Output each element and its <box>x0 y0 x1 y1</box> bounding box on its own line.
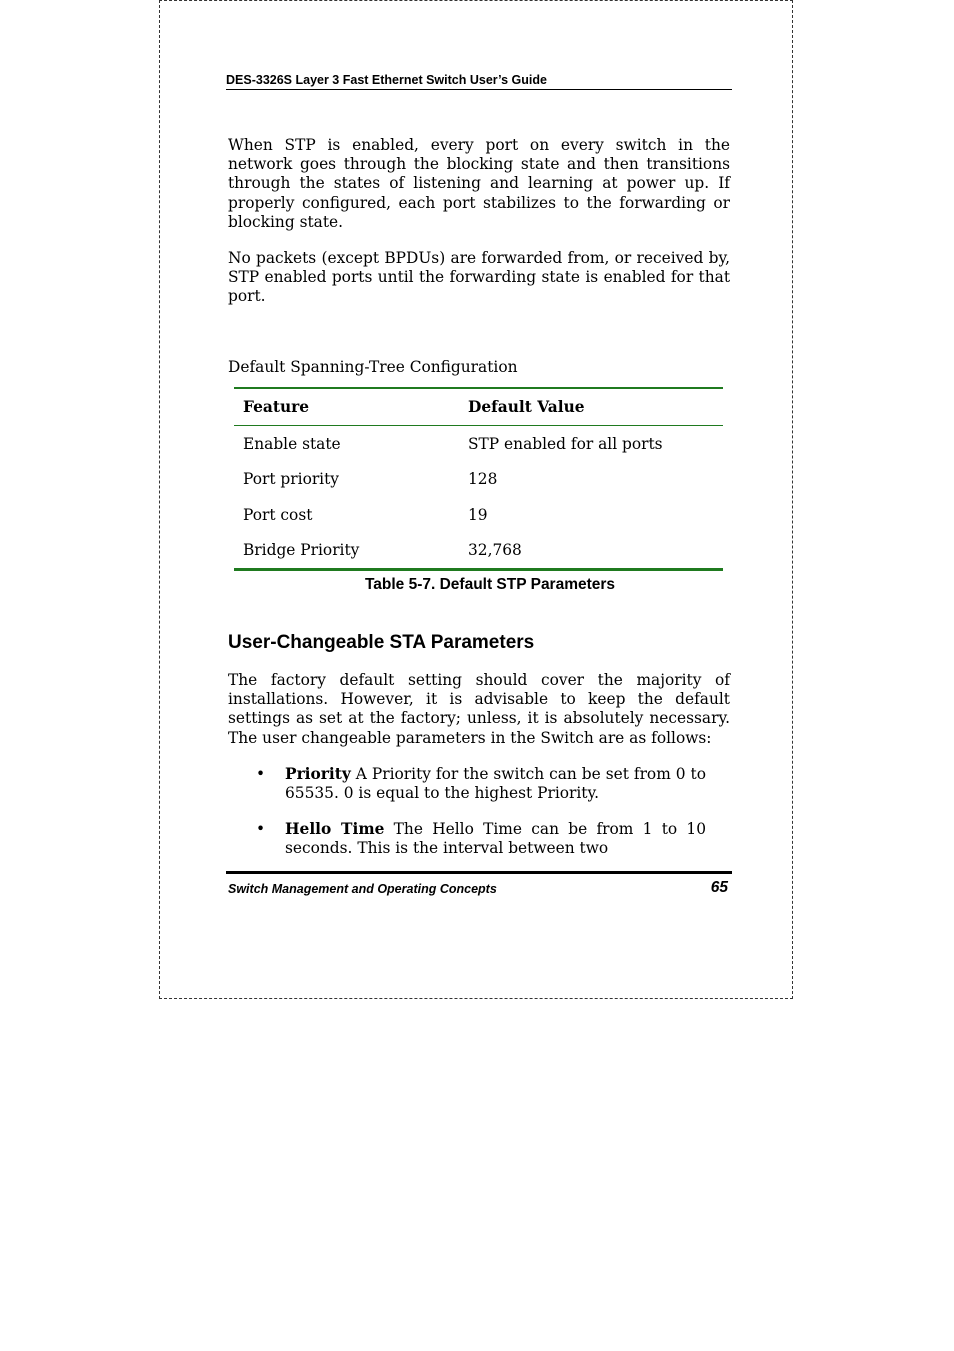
paragraph-stp-enabled: When STP is enabled, every port on every switch in the network goes through the blocking state and then transitions through the states of listening and learning at power up. If properly configured, each port stabilizes to the forwarding or blocking state. <box>228 136 730 231</box>
table-cell-feature: Enable state <box>243 434 341 453</box>
table-row <box>234 462 723 498</box>
bullet-term: Priority <box>285 765 351 783</box>
table-row <box>234 533 723 569</box>
bullet-marker: • <box>256 820 266 838</box>
table-cell-value: STP enabled for all ports <box>468 434 663 453</box>
table-cell-feature: Port priority <box>243 470 339 489</box>
bullet-marker: • <box>256 765 266 783</box>
bullet-description: A Priority for the switch can be set from 0 to 65535. 0 is equal to the highest Priority. <box>285 765 706 803</box>
section-heading: User-Changeable STA Parameters <box>228 632 535 653</box>
paragraph-no-packets: No packets (except BPDUs) are forwarded from, or received by, STP enabled ports until the forwarding state is enabled for that port. <box>228 249 730 306</box>
default-stp-table <box>234 387 723 571</box>
table-row <box>234 426 723 462</box>
table-caption: Table 5-7. Default STP Parameters <box>364 576 616 593</box>
table-intro: Default Spanning-Tree Configuration <box>228 358 518 376</box>
running-header: DES-3326S Layer 3 Fast Ethernet Switch User’s Guide <box>226 73 732 90</box>
bullet-description: The Hello Time can be from 1 to 10 seconds. This is the interval between two <box>285 820 706 858</box>
column-header-default-value: Default Value <box>468 398 585 416</box>
table-row <box>234 497 723 533</box>
table-cell-feature: Bridge Priority <box>243 541 360 560</box>
table-cell-value: 32,768 <box>468 541 522 560</box>
paragraph-factory-default: The factory default setting should cover the majority of installations. However, it is advisable to keep the default settings as set at the factory; unless, it is absolutely necessary. The user changeable parameters in the Switch are as follows: <box>228 671 730 747</box>
footer-section-title: Switch Management and Operating Concepts <box>228 882 497 896</box>
bullet-hello-time <box>285 820 706 858</box>
bullet-priority <box>285 765 706 803</box>
table-cell-value: 128 <box>468 470 498 489</box>
table-cell-value: 19 <box>468 505 488 524</box>
table-header-row <box>234 389 723 426</box>
table-cell-feature: Port cost <box>243 505 313 524</box>
footer-rule <box>226 871 732 874</box>
bullet-term: Hello Time <box>285 820 385 838</box>
page-number: 65 <box>710 879 728 896</box>
column-header-feature: Feature <box>243 398 310 416</box>
